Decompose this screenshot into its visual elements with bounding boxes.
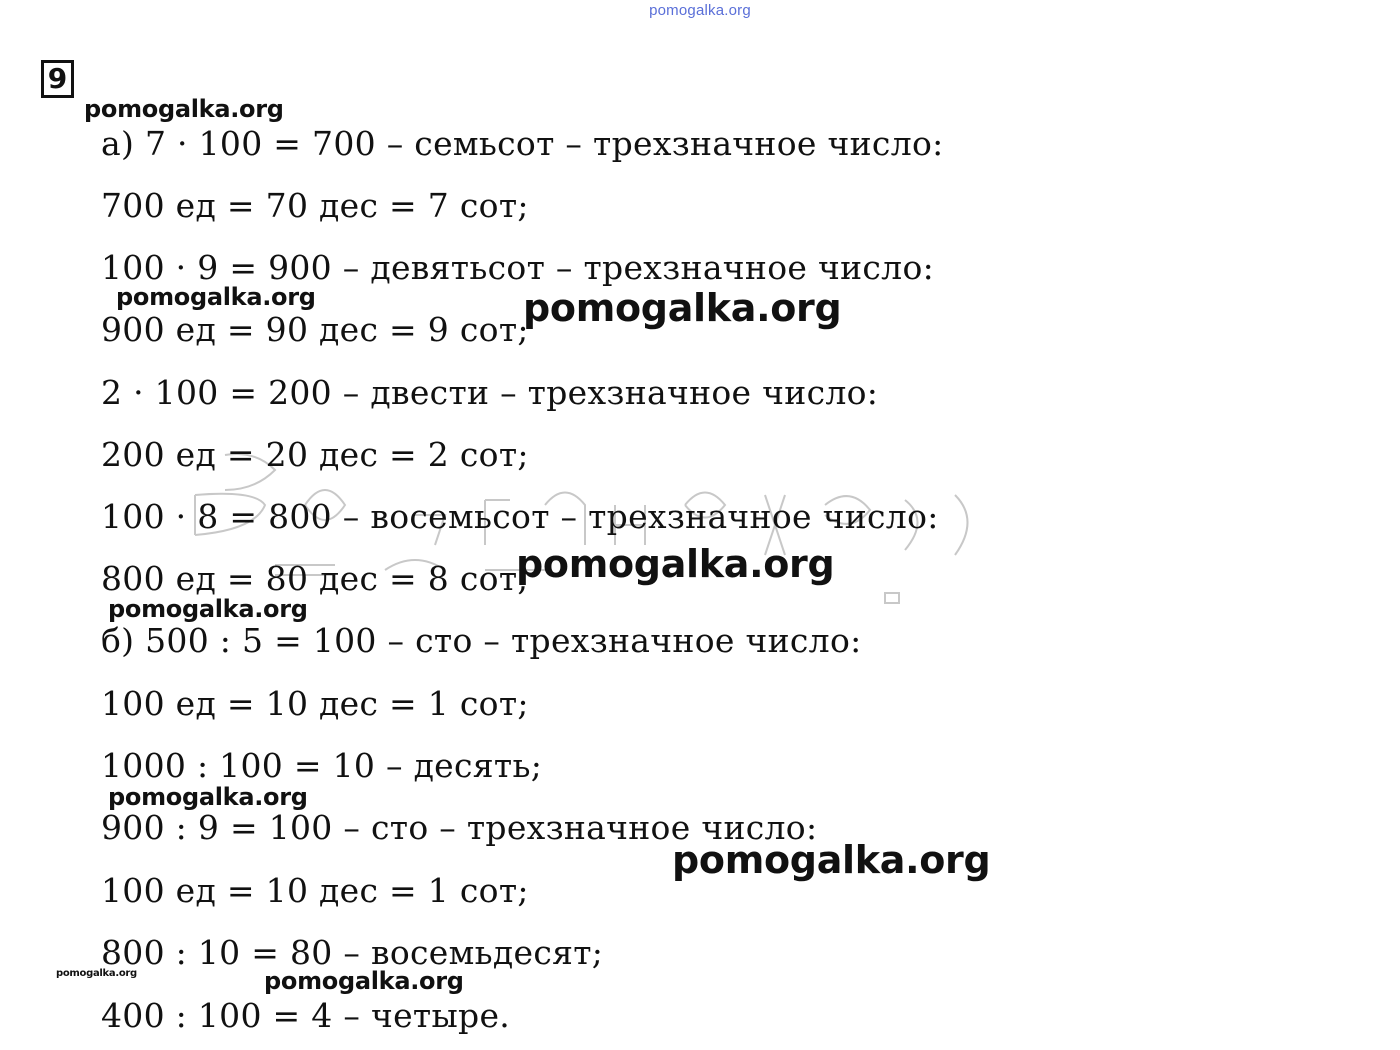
watermark: pomogalka.org — [108, 595, 308, 623]
solution-line-1: а) 7 · 100 = 700 – семьсот – трехзначное число: — [101, 124, 944, 163]
solution-line-10: 100 ед = 10 дес = 1 сот; — [101, 684, 529, 723]
solution-line-6: 200 ед = 20 дес = 2 сот; — [101, 435, 529, 474]
task-number-box: 9 — [41, 60, 74, 98]
solution-line-5: 2 · 100 = 200 – двести – трехзначное число: — [101, 373, 879, 412]
watermark: pomogalka.org — [56, 968, 137, 979]
solution-line-9: б) 500 : 5 = 100 – сто – трехзначное число: — [101, 621, 862, 660]
solution-line-8: 800 ед = 80 дес = 8 сот; — [101, 559, 529, 598]
watermark: pomogalka.org — [108, 783, 308, 811]
solution-line-15: 400 : 100 = 4 – четыре. — [101, 996, 511, 1035]
solution-line-3: 100 · 9 = 900 – девятьсот – трехзначное число: — [101, 248, 935, 287]
solution-line-14: 800 : 10 = 80 – восемьдесят; — [101, 933, 604, 972]
watermark: pomogalka.org — [523, 286, 842, 330]
solution-line-7: 100 · 8 = 800 – восемьсот – трехзначное число: — [101, 497, 939, 536]
solution-line-13: 100 ед = 10 дес = 1 сот; — [101, 871, 529, 910]
watermark: pomogalka.org — [672, 838, 991, 882]
solution-line-2: 700 ед = 70 дес = 7 сот; — [101, 186, 529, 225]
watermark: pomogalka.org — [264, 967, 464, 995]
site-url-header[interactable]: pomogalka.org — [649, 2, 751, 19]
watermark: pomogalka.org — [516, 542, 835, 586]
solution-line-11: 1000 : 100 = 10 – десять; — [101, 746, 543, 785]
solution-line-12: 900 : 9 = 100 – сто – трехзначное число: — [101, 808, 818, 847]
watermark: pomogalka.org — [116, 283, 316, 311]
solution-line-4: 900 ед = 90 дес = 9 сот; — [101, 310, 529, 349]
watermark: pomogalka.org — [84, 95, 284, 123]
